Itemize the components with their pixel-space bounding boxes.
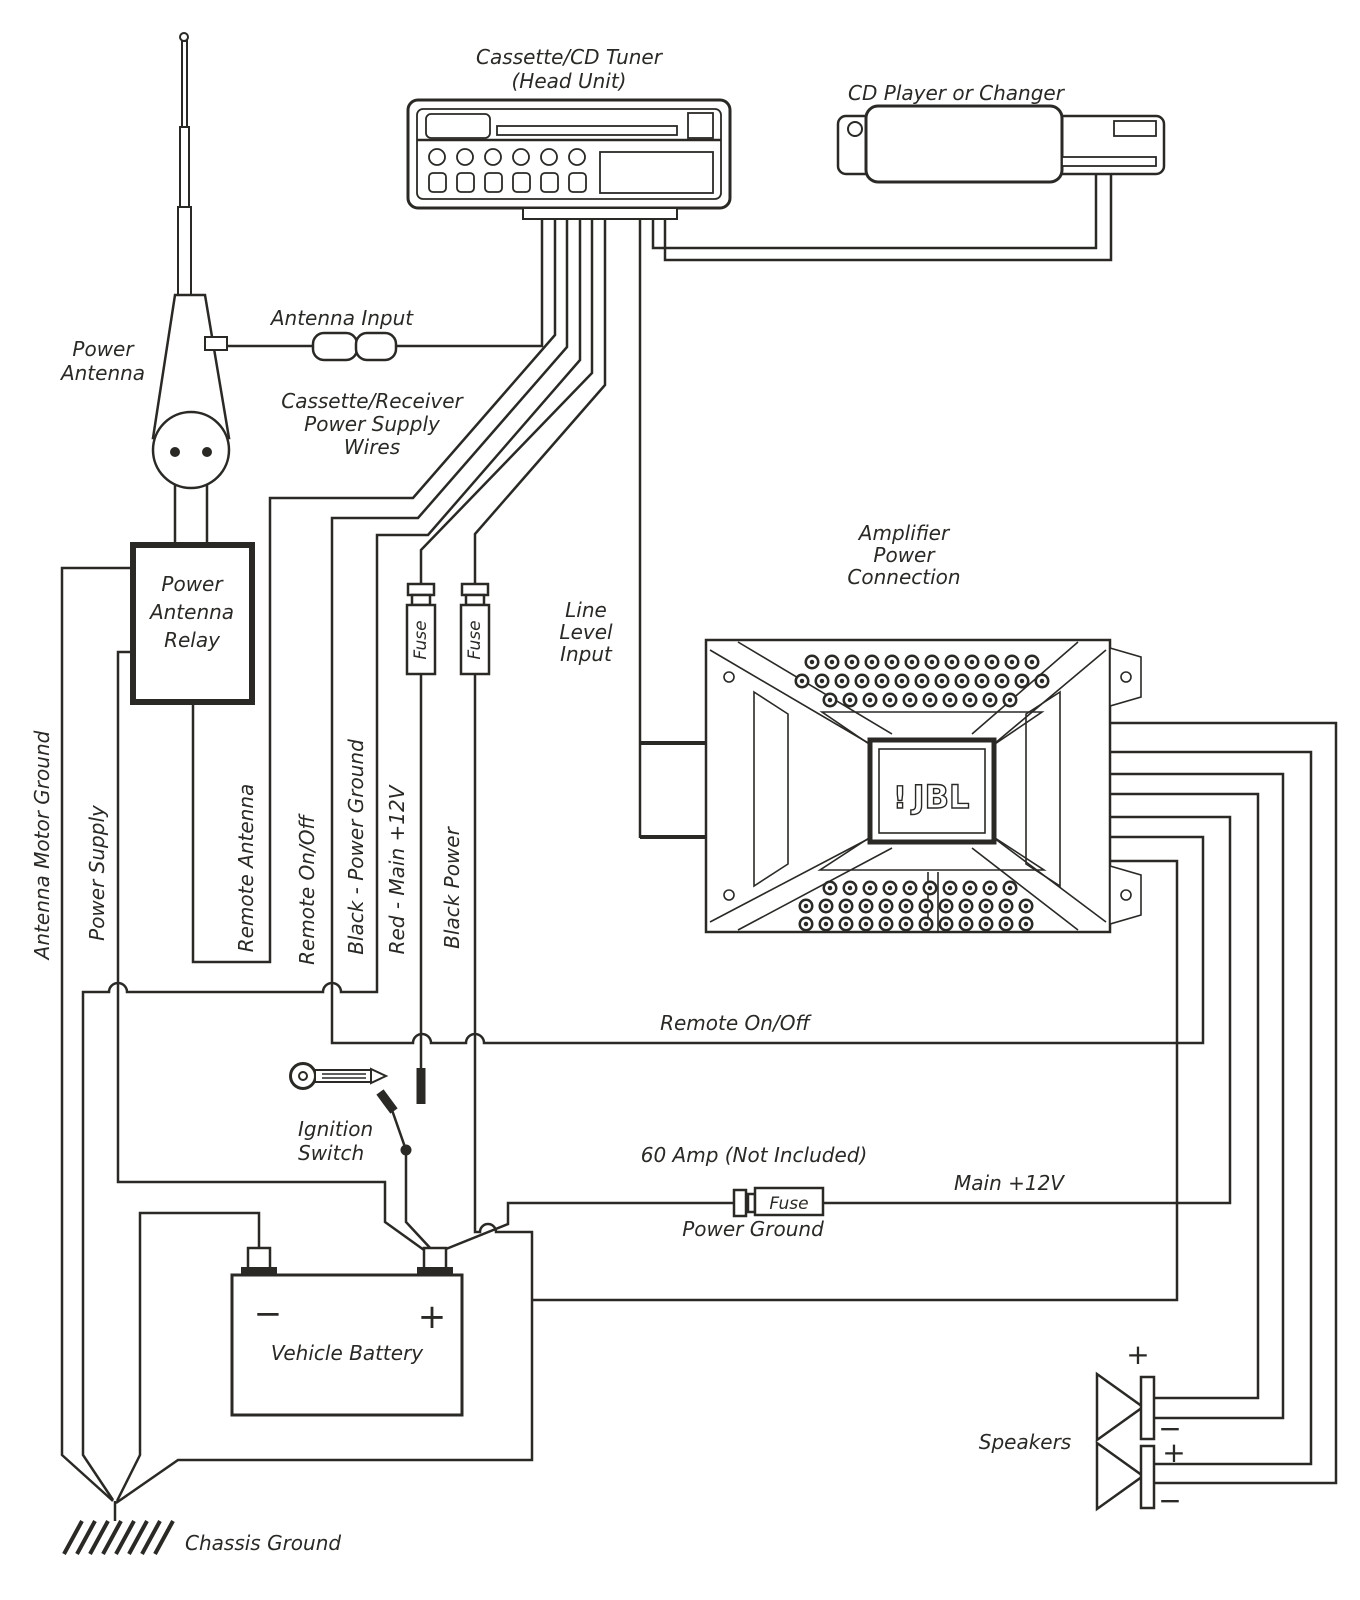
amp-screw-hole [1121,890,1131,900]
wire-antenna-motor-ground [62,568,133,1501]
relay-label-3: Relay [164,628,220,652]
head-unit-cd-slot [497,126,677,135]
amplifier-label-3: Connection [847,565,961,589]
head-unit-knob [569,149,585,165]
relay-label-1: Power [161,572,223,596]
key-tip [371,1069,386,1083]
line-level-label-2: Level [559,620,613,644]
switch-lever [392,1110,406,1150]
jbl-logo-mark: ! [893,781,907,816]
antenna-cable-tab [205,337,227,350]
head-unit-connector [523,208,677,219]
speaker2-cone [1097,1443,1143,1509]
inline-fuse-cap [734,1190,746,1216]
battery-plus-sign: + [417,1297,447,1337]
head-unit-display-main [600,152,713,193]
head-unit-knob [429,149,445,165]
cd-player-front [866,106,1062,182]
relay-label-2: Antenna [149,600,235,624]
battery-minus-sign: − [253,1294,283,1334]
amplifier-label-1: Amplifier [858,521,950,545]
cd-player-panel [1114,121,1156,136]
amp-screw-hole [1121,672,1131,682]
speaker2-magnet [1141,1446,1154,1508]
chassis-ground [64,1501,173,1554]
power-antenna-label-2: Antenna [60,361,146,385]
cassette-receiver-label-3: Wires [343,435,401,459]
amp-screw-hole [724,672,734,682]
head-unit-knob [485,149,501,165]
remote-on-off-label: Remote On/Off [660,1011,810,1035]
line-level-label-3: Input [560,642,612,666]
head-unit-button [429,173,446,192]
speakers-label: Speakers [978,1430,1072,1454]
antenna-rod-mid [180,127,189,207]
fuse-left-label: Fuse [411,620,431,660]
amplifier [706,640,1141,932]
head-unit [408,100,730,219]
label-black-power: Black Power [440,827,464,949]
head-unit-button [457,173,474,192]
fuse-cap [408,584,434,595]
fuse-neck [466,595,484,605]
cd-player-title: CD Player or Changer [848,81,1064,105]
power-ground-label: Power Ground [682,1217,824,1241]
antenna-connector-left [313,333,357,360]
speaker1-minus-sign: − [1158,1412,1182,1445]
head-unit-knob [541,149,557,165]
label-antenna-motor-ground: Antenna Motor Ground [30,730,54,960]
ground-hatch [64,1521,173,1554]
wire-ignition [406,1150,432,1250]
antenna-connector-right [356,333,396,360]
label-remote-antenna: Remote Antenna [234,783,258,953]
head-unit-button [569,173,586,192]
fuse-right-label: Fuse [465,620,485,660]
antenna-terminal-2 [202,447,212,457]
label-remote-on-off-vertical: Remote On/Off [295,815,319,965]
head-unit-knob [457,149,473,165]
switch-contact-movable [380,1092,394,1111]
switch-pivot [401,1145,412,1156]
fuse-cap [462,584,488,595]
fuse-neck [412,595,430,605]
antenna-rod-lower [178,207,191,297]
inline-fuse-label: Fuse [769,1194,809,1214]
head-unit-eject-button [688,113,713,138]
power-antenna [153,33,229,488]
label-black-power-ground: Black - Power Ground [344,739,368,955]
cd-player [838,106,1164,182]
head-unit-knob [513,149,529,165]
speaker1-magnet [1141,1377,1154,1439]
speaker1-plus-sign: + [1126,1338,1150,1371]
key-hole [299,1072,307,1080]
head-unit-display-small [426,114,490,138]
amp-screw-hole [724,890,734,900]
line-level-label-1: Line [565,598,607,622]
head-unit-button [513,173,530,192]
antenna-motor-base [153,412,229,488]
antenna-tip [180,33,188,41]
speaker2-plus-sign: + [1162,1436,1186,1469]
antenna-connector [313,333,396,360]
head-unit-title-2: (Head Unit) [511,69,627,93]
antenna-rod-upper [182,41,187,127]
speakers [979,1338,1186,1517]
speaker2-minus-sign: − [1158,1484,1182,1517]
amplifier-label-2: Power [873,543,935,567]
antenna-terminal-1 [170,447,180,457]
cd-player-led [848,122,862,136]
head-unit-button [541,173,558,192]
main-12v-label: Main +12V [954,1171,1064,1195]
label-red-main-12v: Red - Main +12V [385,785,409,955]
power-antenna-label-1: Power [72,337,134,361]
cassette-receiver-label-1: Cassette/Receiver [281,389,463,413]
key-shaft [315,1070,371,1082]
speaker1-cone [1097,1374,1143,1440]
label-power-supply: Power Supply [85,805,109,941]
antenna-input-label: Antenna Input [270,306,414,330]
ignition-label-2: Switch [298,1141,365,1165]
battery-title: Vehicle Battery [270,1341,424,1365]
chassis-ground-label: Chassis Ground [185,1531,342,1555]
cassette-receiver-label-2: Power Supply [304,412,440,436]
cd-player-slot [1062,157,1156,166]
jbl-logo: JBL [912,778,970,816]
vehicle-battery [232,1248,462,1415]
ignition-label-1: Ignition [298,1117,374,1141]
head-unit-title-1: Cassette/CD Tuner [476,45,662,69]
amp-fuse-note-label: 60 Amp (Not Included) [640,1143,868,1167]
head-unit-button [485,173,502,192]
